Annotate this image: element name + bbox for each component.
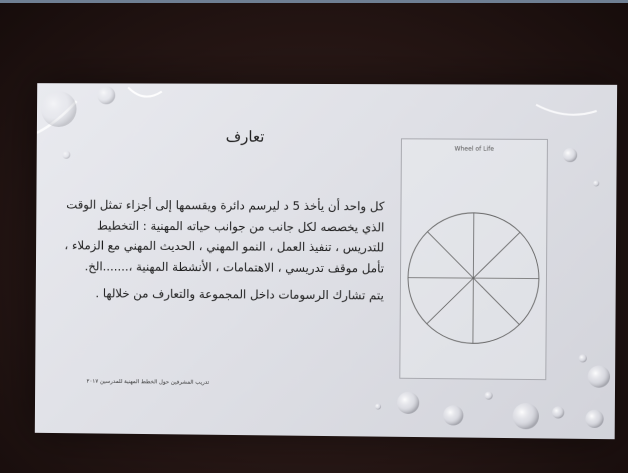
slide-title: تعارف (225, 127, 265, 146)
bubble-arc (536, 105, 597, 115)
bubble (563, 148, 577, 162)
wheel-of-life-panel (399, 138, 548, 380)
instruction-paragraph: كل واحد أن يأخذ 5 د ليرسم دائرة ويقسمها إلى أجزاء تمثل الوقت الذي يخصصه لكل جانب من جوانب حياته المهنية : التخطيط للتدريس ، تنفيذ العمل ، النمو المهني ، الحديث المهني مع الزملاء ، تأمل موقف تدريسي ، الاهتمامات ، الأنشطة المهنية ،.......الخ. (64, 197, 385, 275)
bubble (485, 392, 493, 400)
bubble (397, 392, 419, 414)
sharing-paragraph: يتم تشارك الرسومات داخل المجموعة والتعارف من خلالها . (95, 286, 384, 303)
bubble (97, 86, 115, 104)
bubble (375, 404, 381, 410)
bubble (585, 410, 603, 428)
bubble (552, 406, 564, 418)
bubble (579, 354, 587, 362)
bubble (41, 91, 77, 127)
bubble (62, 151, 70, 159)
bubble (588, 365, 610, 387)
bubble (513, 403, 539, 429)
slide-body (63, 195, 384, 306)
slide-footer: تدريب المشرفين حول الخطط المهنية للمدرسين ٢٠١٧ (86, 378, 210, 386)
wheel-title: Wheel of Life (454, 145, 495, 153)
bubble (443, 405, 463, 425)
top-edge-strip (0, 0, 628, 3)
projected-slide (35, 83, 617, 439)
bubble (593, 180, 599, 186)
bubble-arc (128, 87, 162, 96)
wheel-diagram (400, 139, 547, 379)
